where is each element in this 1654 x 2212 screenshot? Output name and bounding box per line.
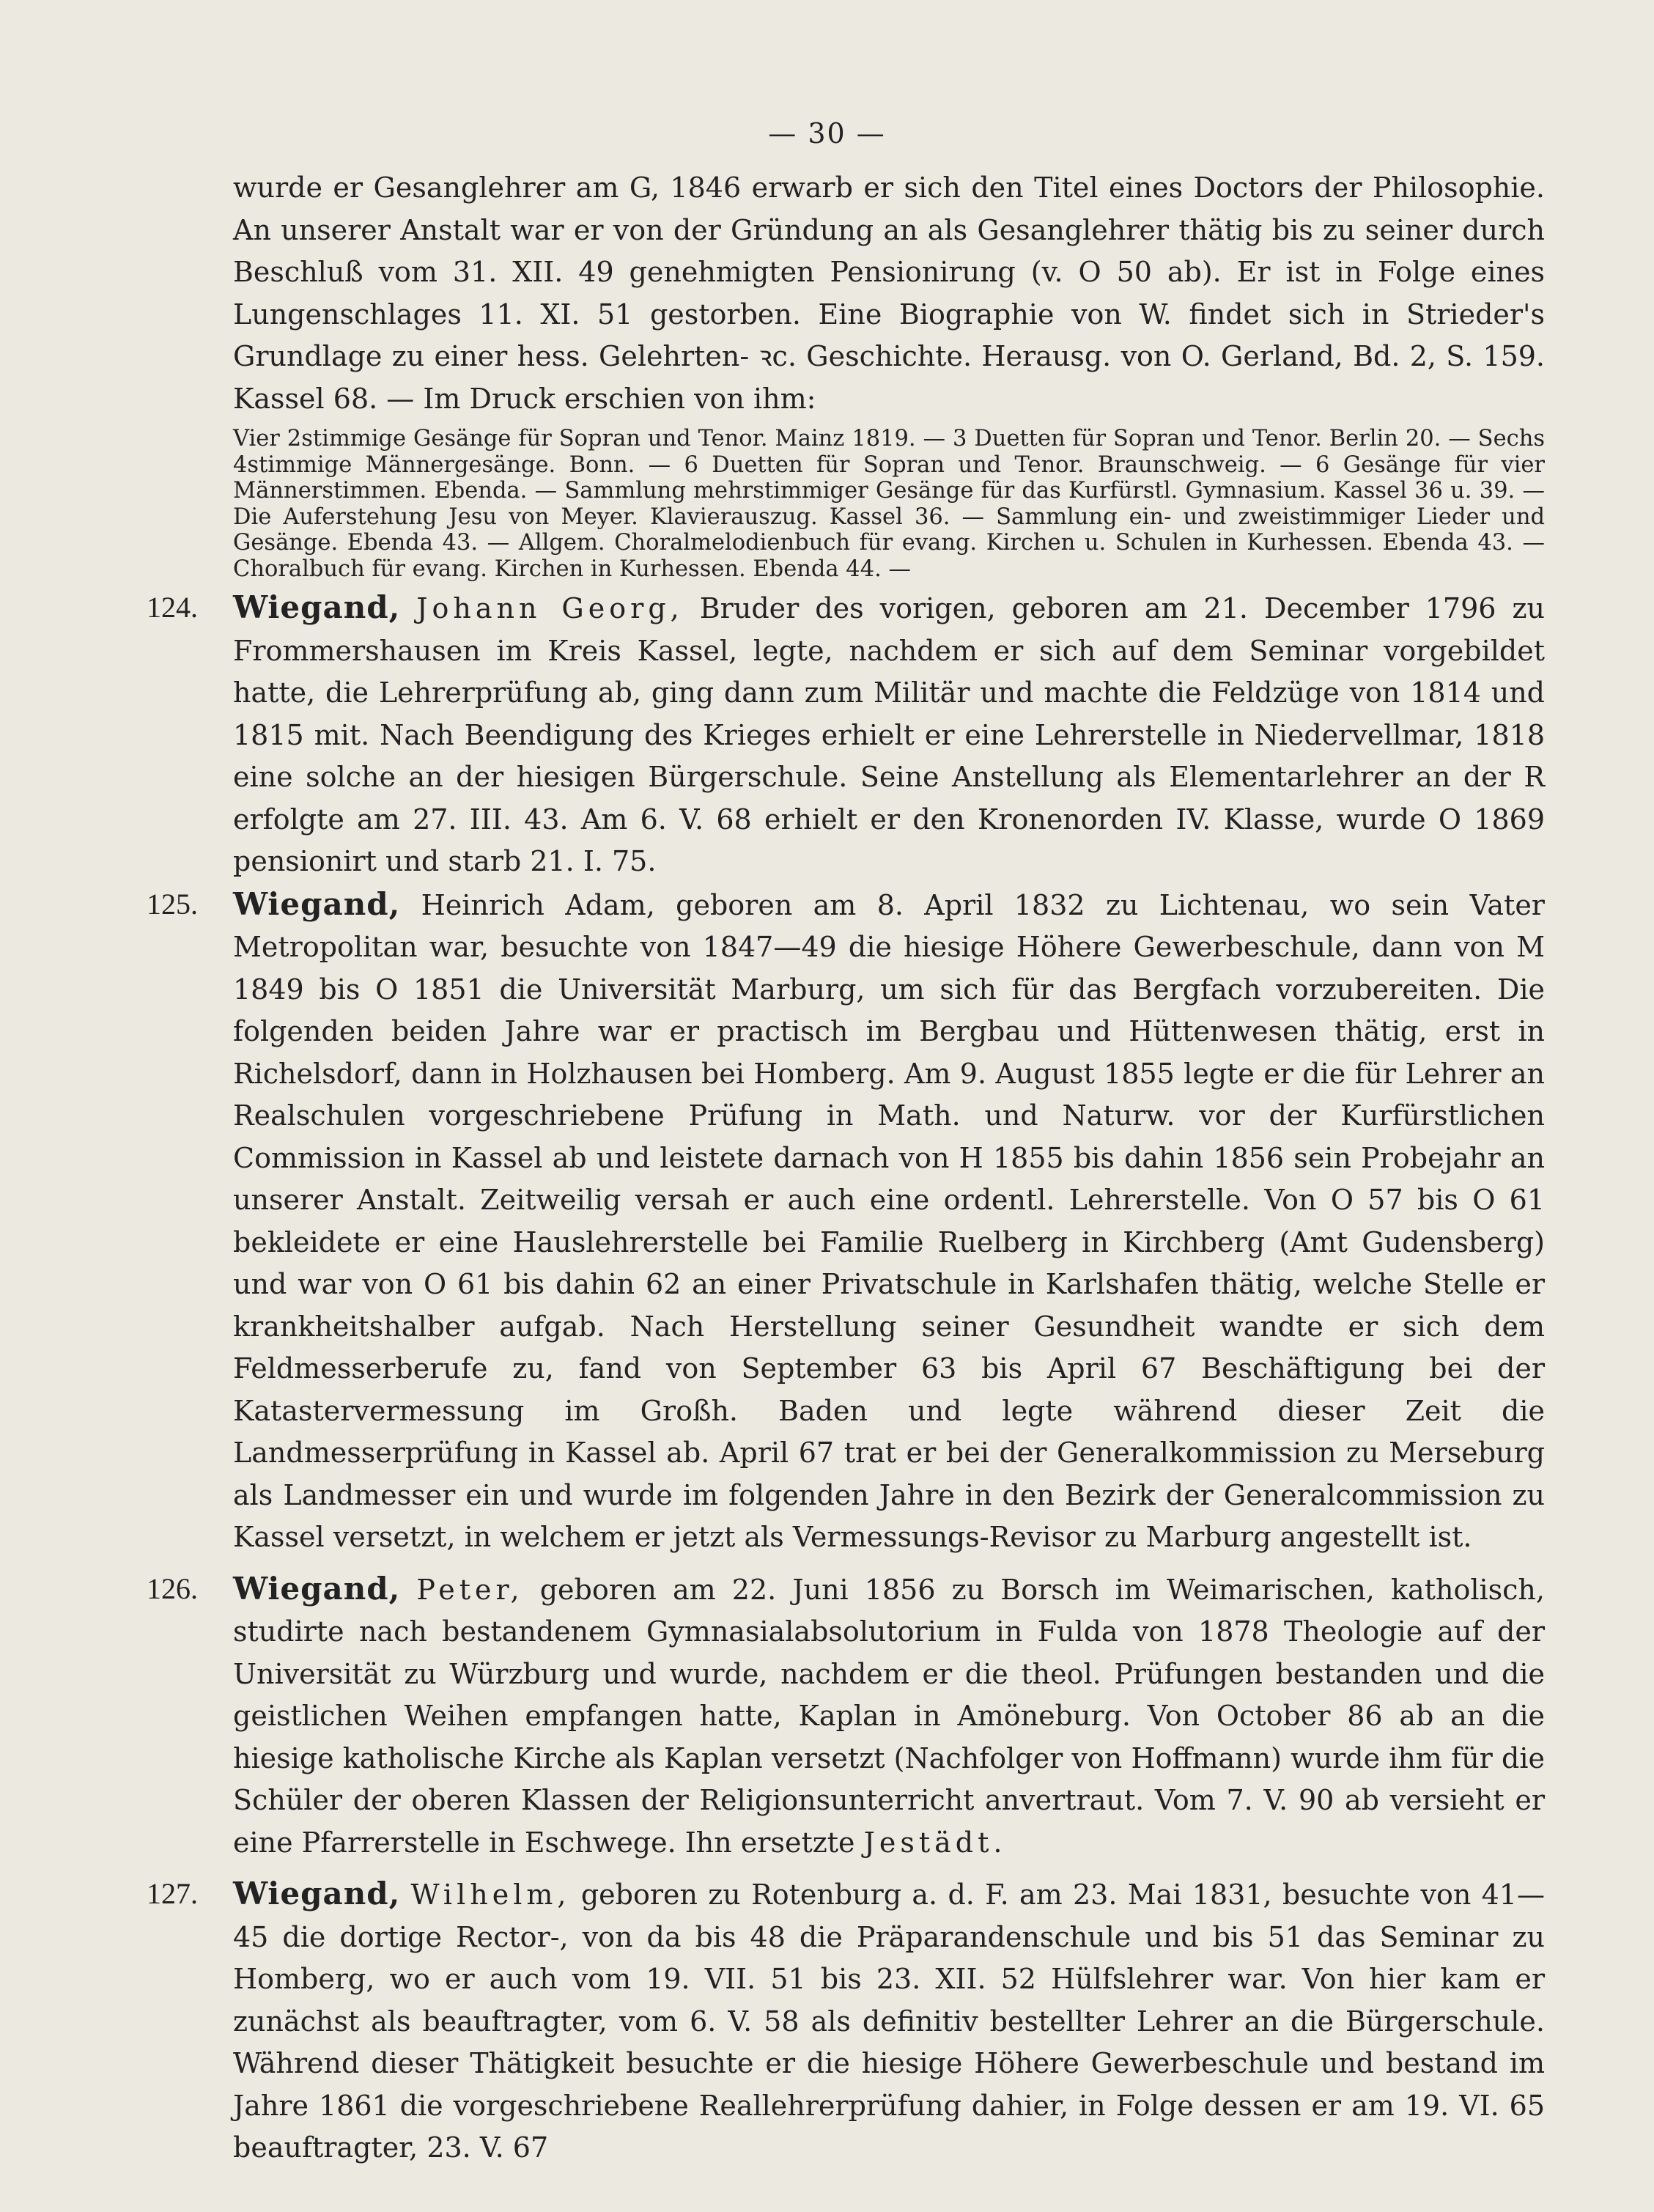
entry-text: geboren am 22. Juni 1856 zu Borsch im Weimarischen, katholisch, studirte nach bestandenem Gymnasialabsolutorium in Fulda von 1878 Theologie auf der Universität zu Würzburg und wurde, nachdem er die theol. Prüfungen bestanden und die geistlichen Weihen empfangen hatte, Kaplan in Amöneburg. Von October 86 ab an die hiesige katholische Kirche als Kaplan versetzt (Nachfolger von Hoffmann) wurde ihm für die Schüler der oberen Klassen der Religionsunterricht anvertraut. Vom 7. V. 90 ab versieht er eine Pfarrerstelle in Eschwege. Ihn ersetzte — [233, 1573, 1545, 1859]
entry-surname: Wiegand, — [233, 589, 401, 625]
works-list: Vier 2stimmige Gesänge für Sopran und Tenor. Mainz 1819. — 3 Duetten für Sopran und Tenor. Berlin 20. — Sechs 4stimmige Männergesänge. Bonn. — 6 Duetten für Sopran und Tenor. Braunschweig. — 6 Gesänge für vier Männerstimmen. Ebenda. — Sammlung mehrstimmiger Gesänge für das Kurfürstl. Gymnasium. Kassel 36 u. 39. — Die Auferstehung Jesu von Meyer. Klavierauszug. Kassel 36. — Sammlung ein- und zweistimmiger Lieder und Gesänge. Ebenda 43. — Allgem. Choralmelodienbuch für evang. Kirchen u. Schulen in Kurhessen. Ebenda 43. — Choralbuch für evang. Kirchen in Kurhessen. Ebenda 44. — — [233, 426, 1545, 582]
entry-text: geboren am 8. April 1832 zu Lichtenau, wo sein Vater Metropolitan war, besuchte von 1847—49 die hiesige Höhere Gewerbeschule, dann von M 1849 bis O 1851 die Universität Marburg, um sich für das Bergfach vorzubereiten. Die folgenden beiden Jahre war er practisch im Bergbau und Hüttenwesen thätig, erst in Richelsdorf, dann in Holzhausen bei Homberg. Am 9. August 1855 legte er die für Lehrer an Realschulen vorgeschriebene Prüfung in Math. und Naturw. vor der Kurfürstlichen Commission in Kassel ab und leistete darnach von H 1855 bis dahin 1856 sein Probejahr an unserer Anstalt. Zeitweilig versah er auch eine ordentl. Lehrerstelle. Von O 57 bis O 61 bekleidete er eine Hauslehrerstelle bei Familie Ruelberg in Kirchberg (Amt Gudensberg) und war von O 61 bis dahin 62 an einer Privatschule in Karlshafen thätig, welche Stelle er krankheitshalber aufgab. Nach Herstellung seiner Gesundheit wandte er sich dem Feldmesserberufe zu, fand von September 63 bis April 67 Beschäftigung bei der Katastervermessung im Großh. Baden und legte während dieser Zeit die Landmesserprüfung in Kassel ab. April 67 trat er bei der Generalkommission zu Merseburg als Landmesser ein und wurde im folgenden Jahre in den Bezirk der Generalcommission zu Kassel versetzt, in welchem er jetzt als Vermessungs-Revisor zu Marburg angestellt ist. — [233, 888, 1545, 1553]
entry-number: 124. — [147, 591, 198, 624]
entry-127 — [147, 1873, 1545, 2169]
entry-surname: Wiegand, — [233, 1876, 401, 1911]
entry-given-name: Wilhelm, — [410, 1879, 571, 1911]
entry-number: 125. — [147, 887, 198, 921]
entry-given-name: Peter, — [416, 1573, 524, 1606]
entry-surname: Wiegand, — [233, 1570, 401, 1607]
entry-number: 127. — [147, 1877, 198, 1910]
entry-given-name: Heinrich Adam, — [421, 888, 655, 921]
entry-given-name: Johann Georg, — [416, 592, 684, 624]
page-body — [147, 167, 1545, 2169]
entry-successor-name: Jestädt. — [863, 1826, 1007, 1859]
entry-126 — [147, 1568, 1545, 1865]
entry-text: Bruder des vorigen, geboren am 21. December 1796 zu Frommershausen im Kreis Kassel, legte, nachdem er sich auf dem Seminar vorgebildet hatte, die Lehrerprüfung ab, ging dann zum Militär und machte die Feldzüge von 1814 und 1815 mit. Nach Beendigung des Krieges erhielt er eine Lehrerstelle in Niedervellmar, 1818 eine solche an der hiesigen Bürgerschule. Seine Anstellung als Elementarlehrer an der R erfolgte am 27. III. 43. Am 6. V. 68 erhielt er den Kronenorden IV. Klasse, wurde O 1869 pensionirt und starb 21. I. 75. — [233, 592, 1545, 877]
entry-125 — [147, 883, 1545, 1559]
page-number: — 30 — — [768, 117, 886, 150]
entry-124 — [147, 586, 1545, 883]
continuation-paragraph: wurde er Gesanglehrer am G, 1846 erwarb er sich den Titel eines Doctors der Philosophie. An unserer Anstalt war er von der Gründung an als Gesanglehrer thätig bis zu seiner durch Beschluß vom 31. XII. 49 genehmigten Pensionirung (v. O 50 ab). Er ist in Folge eines Lungenschlages 11. XI. 51 gestorben. Eine Biographie von W. findet sich in Strieder's Grundlage zu einer hess. Gelehrten- ꝛc. Geschichte. Herausg. von O. Gerland, Bd. 2, S. 159. Kassel 68. — Im Druck erschien von ihm: — [233, 172, 1545, 415]
entry-text: geboren zu Rotenburg a. d. F. am 23. Mai 1831, besuchte von 41—45 die dortige Rector-, von da bis 48 die Präparandenschule und bis 51 das Seminar zu Homberg, wo er auch vom 19. VII. 51 bis 23. XII. 52 Hülfslehrer war. Von hier kam er zunächst als beauftragter, vom 6. V. 58 als definitiv bestellter Lehrer an die Bürgerschule. Während dieser Thätigkeit besuchte er die hiesige Höhere Gewerbeschule und bestand im Jahre 1861 die vorgeschriebene Reallehrerprüfung dahier, in Folge dessen er am 19. VI. 65 beauftragter, 23. V. 67 — [233, 1879, 1545, 2164]
entry-surname: Wiegand, — [233, 885, 401, 922]
entry-number: 126. — [147, 1571, 198, 1605]
